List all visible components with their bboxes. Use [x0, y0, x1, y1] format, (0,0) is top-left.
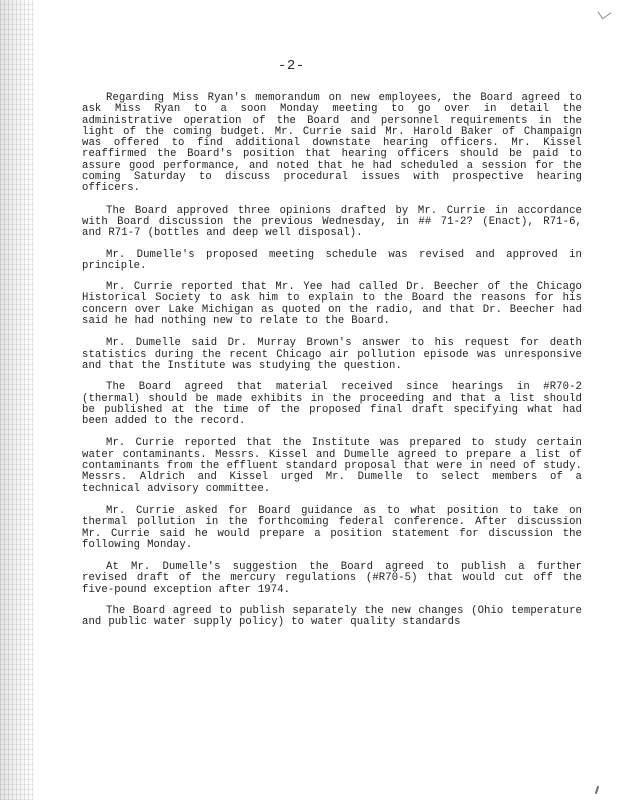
document-body — [82, 93, 582, 639]
paragraph-lake-michigan-concern: Mr. Currie reported that Mr. Yee had called Dr. Beecher of the Chicago Historical Society to ask him to explain to the Board the reasons for his concern over Lake Michigan as quoted on the radio, and that Dr. Beecher had said he had nothing new to relate to the Board. — [82, 281, 582, 328]
page-number: -2- — [278, 58, 305, 74]
paragraph-water-contaminants: Mr. Currie reported that the Institute was prepared to study certain water contaminants. Messrs. Kissel and Dumelle agreed to prepare a list of contaminants from the effluent standard proposal that were in need of study. Messrs. Aldrich and Kissel urged Mr. Dumelle to select members of a technical advisory committee. — [82, 437, 582, 495]
paragraph-death-statistics: Mr. Dumelle said Dr. Murray Brown's answer to his request for death statistics during the recent Chicago air pollution episode was unresponsive and that the Institute was studying the question. — [82, 337, 582, 372]
scan-mark-top-right — [597, 6, 611, 20]
scan-edge-noise — [0, 0, 34, 800]
paragraph-mercury-regulations: At Mr. Dumelle's suggestion the Board agreed to publish a further revised draft of the mercury regulations (#R70-5) that would cut off the five-pound exception after 1974. — [82, 561, 582, 596]
paragraph-water-quality-standards: The Board agreed to publish separately the new changes (Ohio temperature and public water supply policy) to water quality standards — [82, 604, 582, 629]
paragraph-thermal-position: Mr. Currie asked for Board guidance as to what position to take on thermal pollution in the forthcoming federal conference. After discussion Mr. Currie said he would prepare a position statement for discussion the following Monday. — [82, 504, 582, 551]
scan-mark-bottom-right — [595, 786, 599, 794]
paragraph-meeting-schedule: Mr. Dumelle's proposed meeting schedule was revised and approved in principle. — [82, 248, 582, 272]
paragraph-employees-memo: Regarding Miss Ryan's memorandum on new employees, the Board agreed to ask Miss Ryan to a soon Monday meeting to go over in detail the administrative operation of the Board and personnel requirements in the light of the coming budget. Mr. Currie said Mr. Harold Baker of Champaign was offered to find additional downstate hearing officers. Mr. Kissel reaffirmed the Board's position that hearing officers should be paid to assure good performance, and noted that he had scheduled a session for the coming Saturday to discuss procedural issues with prospective hearing officers. — [82, 92, 582, 195]
paragraph-opinions-approved: The Board approved three opinions drafted by Mr. Currie in accordance with Board discussion the previous Wednesday, in ## 71-2? (Enact), R71-6, and R71-7 (bottles and deep well disposal). — [82, 204, 582, 240]
paragraph-thermal-exhibits: The Board agreed that material received since hearings in #R70-2 (thermal) should be made exhibits in the proceeding and that a list should be published at the time of the proposed final draft specifying what had been added to the record. — [82, 381, 582, 428]
